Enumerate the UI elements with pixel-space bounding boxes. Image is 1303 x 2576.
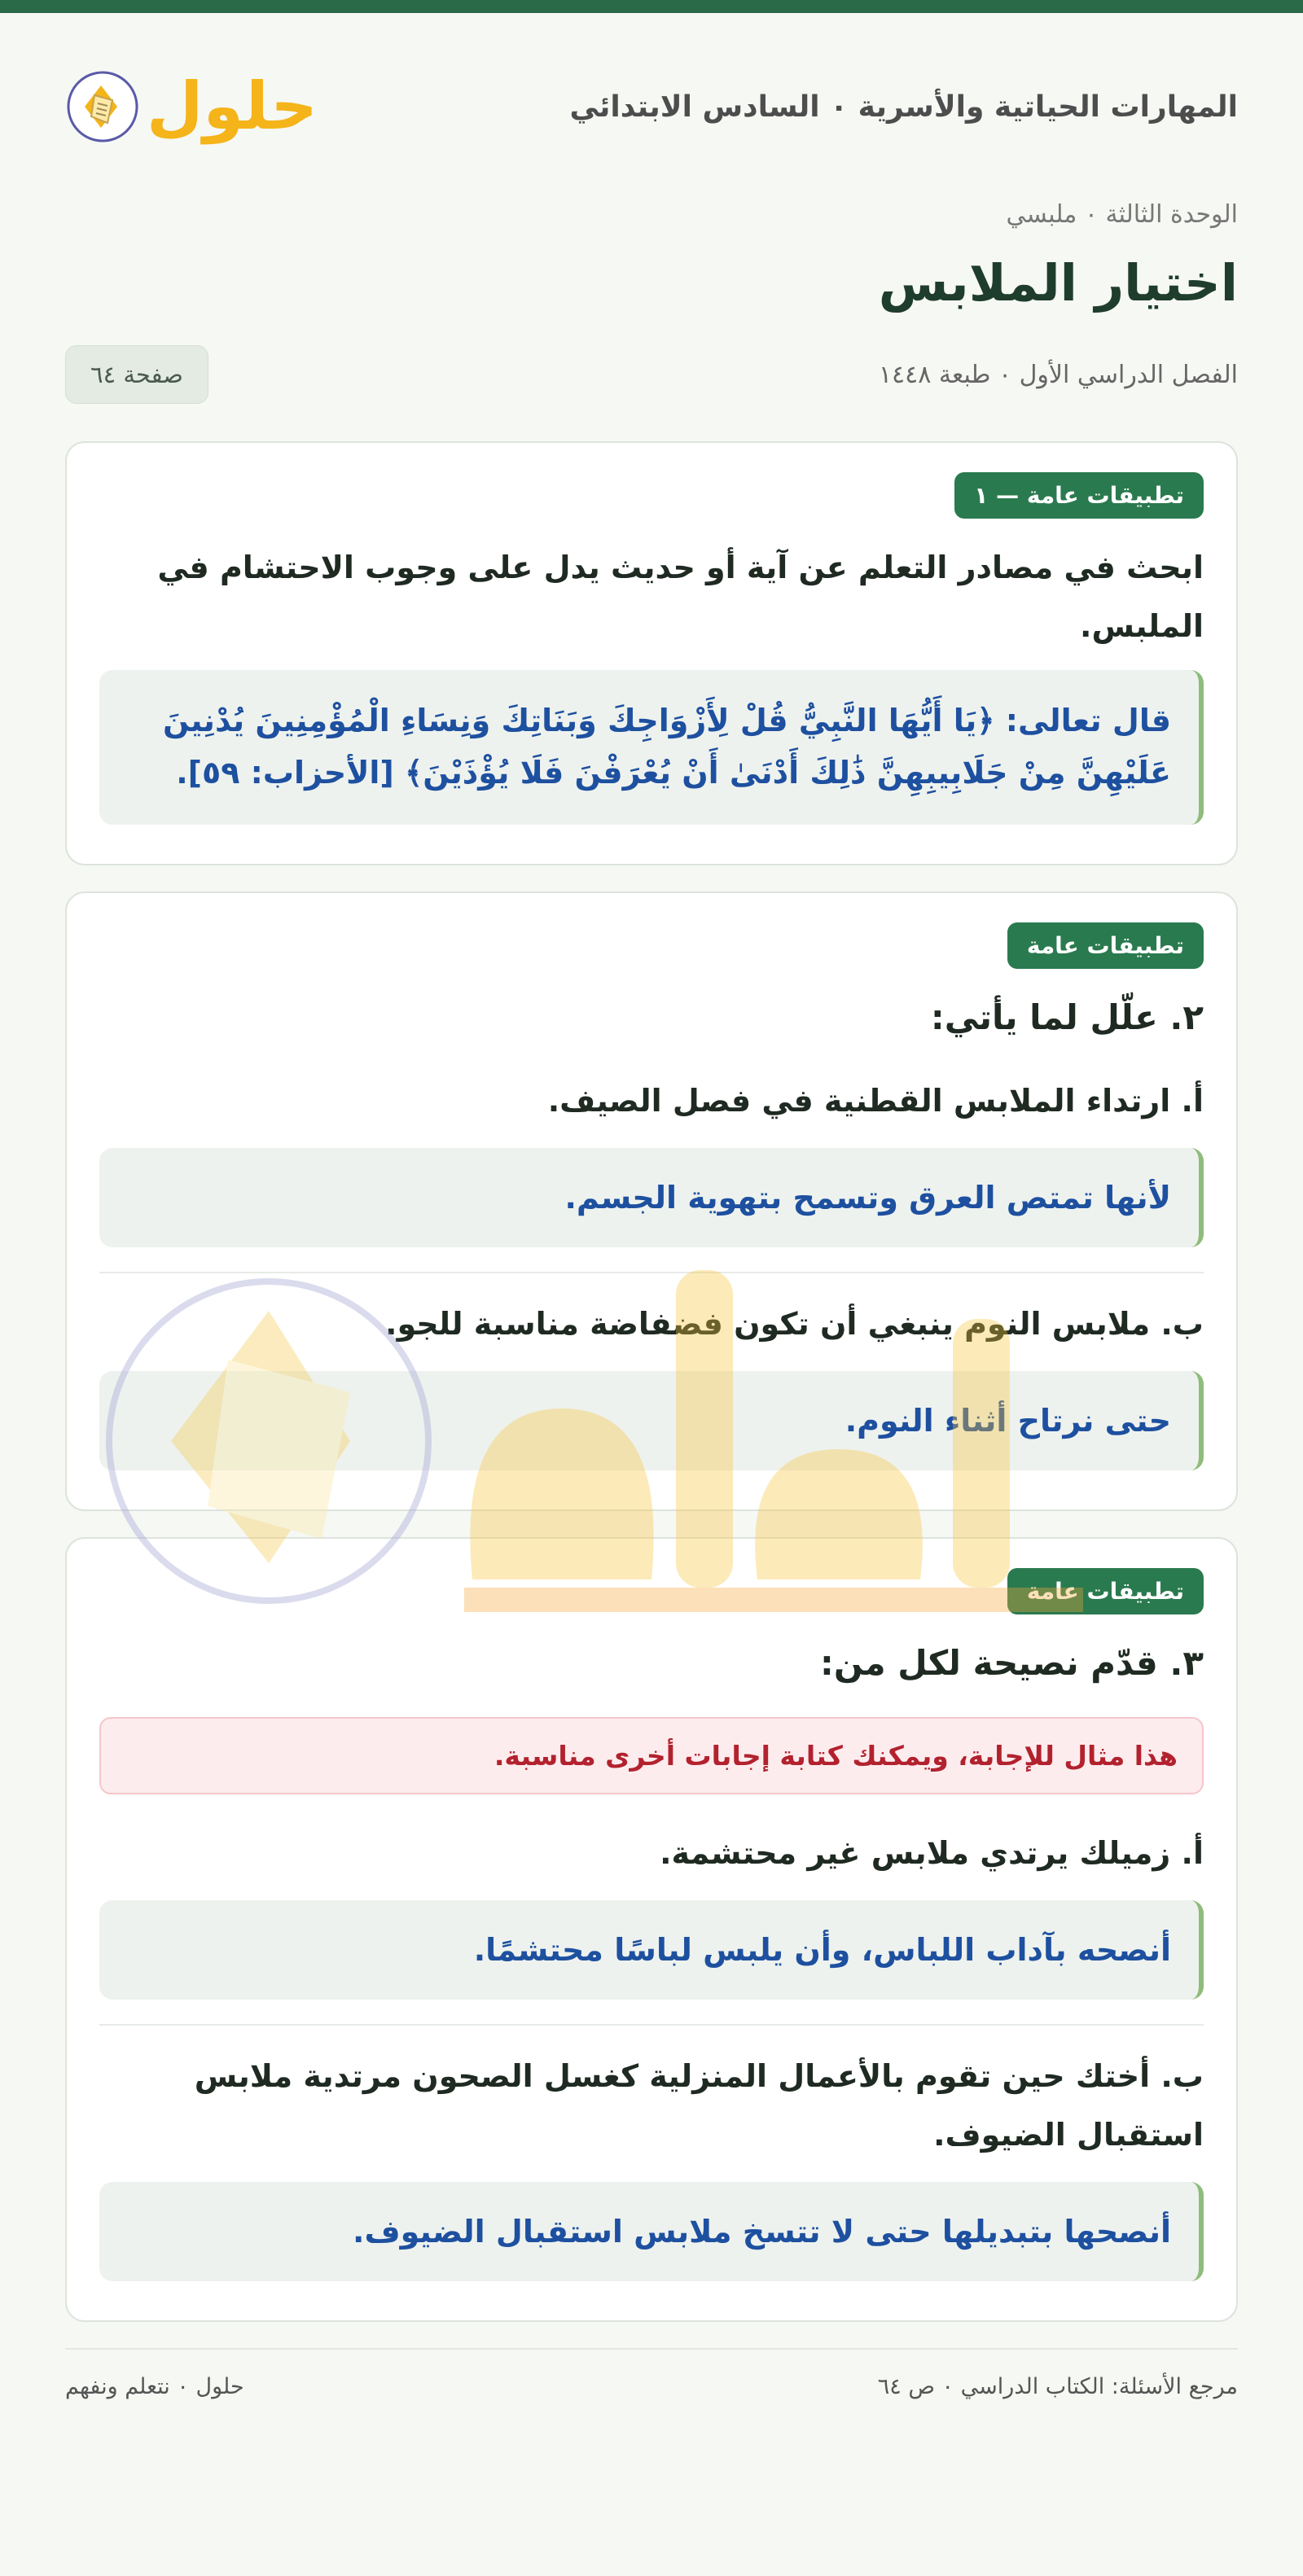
divider: [99, 1272, 1204, 1273]
sub-question-a: أ. زميلك يرتدي ملابس غير محتشمة.: [660, 1835, 1204, 1871]
divider: [99, 2024, 1204, 2026]
section-badge: تطبيقات عامة: [1007, 1568, 1204, 1614]
sub-question-a: أ. ارتداء الملابس القطنية في فصل الصيف.: [547, 1083, 1204, 1119]
question-card-2: [65, 892, 1238, 1511]
answer-box-a: أنصحه بآداب اللباس، وأن يلبس لباسًا محتشمًا.: [99, 1900, 1204, 2000]
example-note: هذا مثال للإجابة، ويمكنك كتابة إجابات أخرى مناسبة.: [99, 1717, 1204, 1794]
page-number-badge: صفحة ٦٤: [65, 345, 208, 404]
section-badge: تطبيقات عامة: [1007, 922, 1204, 969]
footer-reference: مرجع الأسئلة: الكتاب الدراسي ٠ ص ٦٤: [877, 2374, 1238, 2399]
lesson-meta-row: [65, 345, 1238, 404]
lesson-title: اختيار الملابس: [878, 253, 1238, 313]
question-text: ٢. علّل لما يأتي:: [930, 997, 1204, 1037]
question-text: ٣. قدّم نصيحة لكل من:: [820, 1643, 1204, 1683]
question-card-3: [65, 1537, 1238, 2322]
footer-brand: حلول ٠ نتعلم ونفهم: [65, 2374, 244, 2399]
unit-breadcrumb: الوحدة الثالثة ٠ ملبسي: [1006, 200, 1238, 229]
answer-box: قال تعالى: ﴿يَا أَيُّهَا النَّبِيُّ قُلْ لِأَزْوَاجِكَ وَبَنَاتِكَ وَنِسَاءِ الْمُؤْمِنِينَ يُدْنِينَ عَلَيْهِنَّ مِنْ جَلَابِيبِهِنَّ ذَٰلِكَ أَدْنَىٰ أَنْ يُعْرَفْنَ فَلَا يُؤْذَيْنَ﴾ [الأحزاب: ٥٩].: [99, 670, 1204, 825]
page: [0, 13, 1303, 2432]
book-circle-icon: [65, 69, 140, 144]
page-footer: [65, 2348, 1238, 2432]
answer-box-b: أنصحها بتبديلها حتى لا تتسخ ملابس استقبال الضيوف.: [99, 2182, 1204, 2281]
question-text: ابحث في مصادر التعلم عن آية أو حديث يدل على وجوب الاحتشام في الملبس.: [157, 550, 1204, 644]
section-badge: تطبيقات عامة — ١: [954, 472, 1204, 519]
answer-box-b: حتى نرتاح أثناء النوم.: [99, 1371, 1204, 1470]
brand-logo: [65, 69, 318, 144]
page-header: [65, 13, 1238, 200]
logo-wordmark: حلول: [147, 68, 318, 144]
question-card-1: [65, 441, 1238, 865]
sub-question-b: ب. ملابس النوم ينبغي أن تكون فضفاضة مناسبة للجو.: [385, 1306, 1204, 1342]
subject-title: المهارات الحياتية والأسرية ٠ السادس الابتدائي: [569, 90, 1238, 124]
answer-box-a: لأنها تمتص العرق وتسمح بتهوية الجسم.: [99, 1148, 1204, 1247]
semester-edition: الفصل الدراسي الأول ٠ طبعة ١٤٤٨: [878, 360, 1238, 389]
top-accent-bar: [0, 0, 1303, 13]
sub-question-b: ب. أختك حين تقوم بالأعمال المنزلية كغسل الصحون مرتدية ملابس استقبال الضيوف.: [194, 2058, 1204, 2153]
